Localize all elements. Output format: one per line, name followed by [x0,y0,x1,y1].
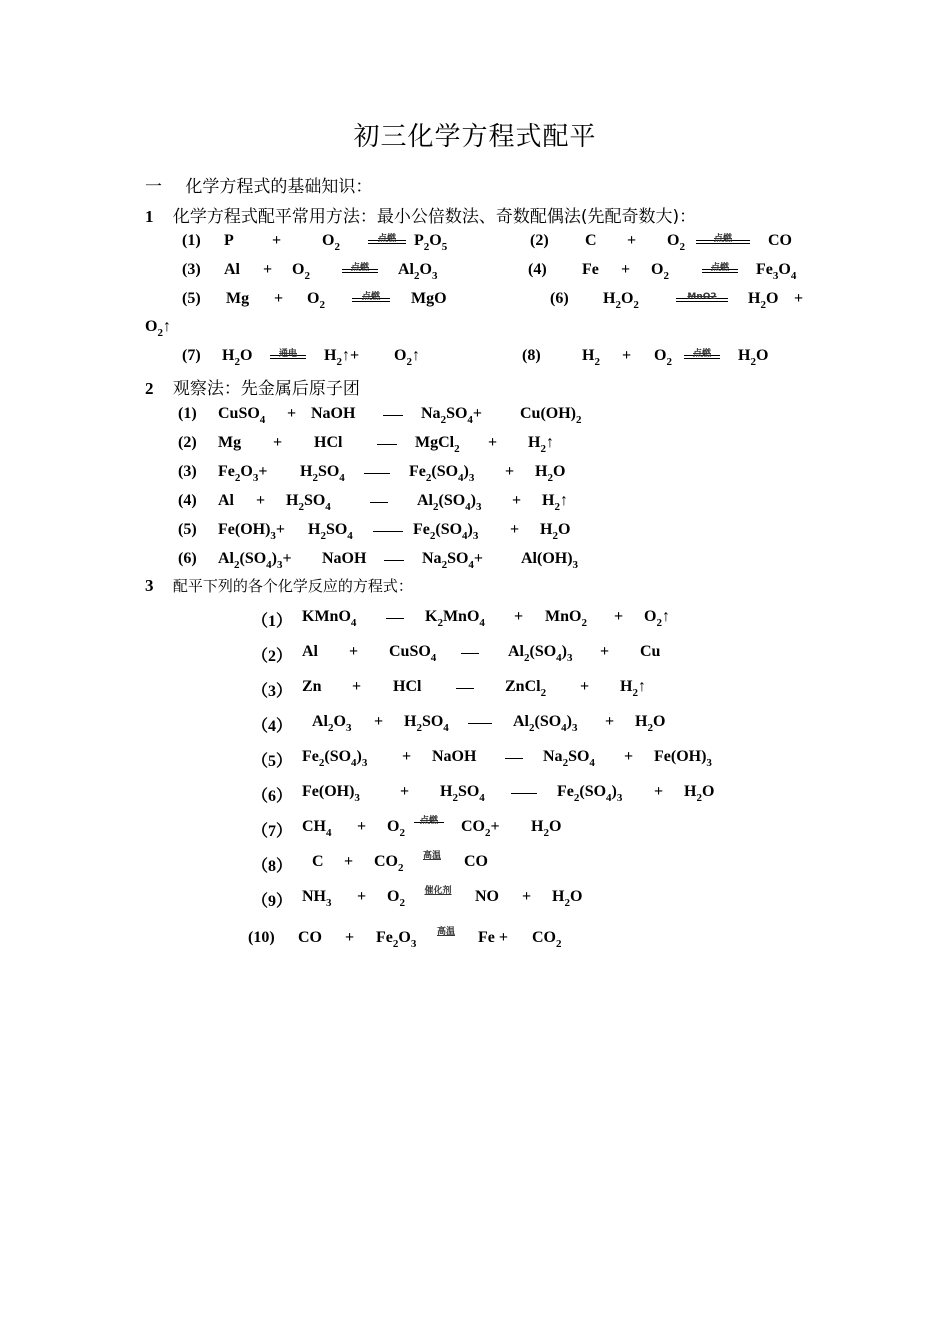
condition-ignite: 点燃 [684,349,720,359]
eq-3-7: （7） [252,823,293,840]
eq-3-1: （1） [252,613,293,630]
eq-1-4: (4) [528,261,547,278]
condition-ignite: 点燃 [696,234,750,244]
condition-catalyst: 催化剂 [424,886,452,896]
eq-2-5: (5) [178,521,197,538]
eq-2-6: (6) [178,550,197,567]
eq-2-2: (2) [178,434,197,451]
eq-2-1: (1) [178,405,197,422]
eq-3-5: （5） [252,753,293,770]
condition-high-temp: 高温 [436,927,455,937]
part1-heading-text: 化学方程式配平常用方法：最小公倍数法、奇数配偶法(先配奇数大)： [172,207,697,227]
eq-1-2: (2) [530,232,549,249]
eq-2-3: (3) [178,463,197,480]
eq-3-2: （2） [252,648,293,665]
eq-1-8: (8) [522,347,541,364]
part2-number: 2 [145,379,154,398]
eq-1-6: (6) [550,290,569,307]
section-heading-text: 化学方程式的基础知识： [185,177,373,197]
condition-ignite: 点燃 [702,263,738,273]
eq-3-10: (10) [248,929,275,946]
part3-heading [145,575,413,601]
condition-electrolysis: 通电 [270,349,306,359]
eq-3-4: （4） [252,718,293,735]
part2-heading-text: 观察法：先金属后原子团 [172,379,360,399]
part3-number: 3 [145,576,154,595]
section-heading [145,172,372,198]
condition-ignite: 点燃 [414,816,444,823]
page-title: 初三化学方程式配平 [353,122,597,152]
condition-ignite: 点燃 [352,292,390,302]
eq-1-3: (3) [182,261,201,278]
eq-2-4: (4) [178,492,197,509]
eq-3-6: （6） [252,788,293,805]
condition-ignite: 点燃 [342,263,378,273]
condition-high-temp: 高温 [422,851,441,861]
condition-mno2: MnO2 [676,292,728,302]
section-marker: 一 [145,177,162,197]
part1-heading [145,202,696,228]
eq-1-1: (1) [182,232,201,249]
condition-ignite: 点燃 [368,234,406,244]
part2-heading [145,374,360,400]
eq-3-8: （8） [252,858,293,875]
eq-1-5: (5) [182,290,201,307]
part3-heading-text: 配平下列的各个化学反应的方程式： [172,577,413,595]
part1-number: 1 [145,207,154,226]
eq-1-7: (7) [182,347,201,364]
eq-3-3: （3） [252,683,293,700]
eq-3-9: （9） [252,893,293,910]
